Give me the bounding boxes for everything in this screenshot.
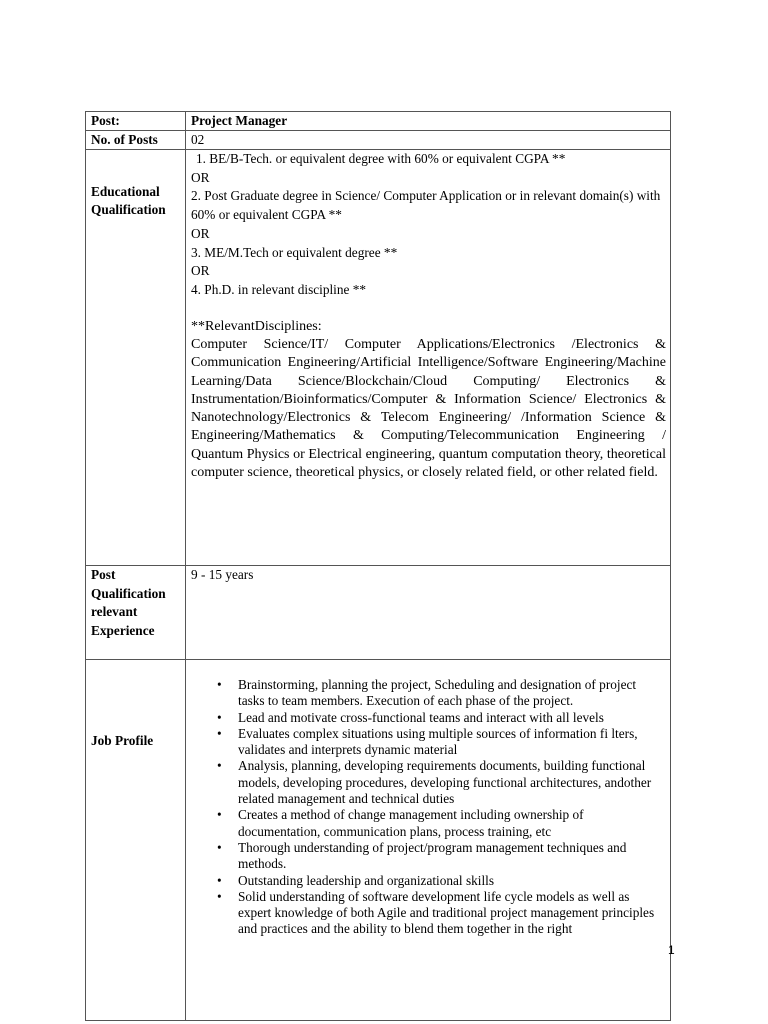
job-profile-value <box>186 660 671 1021</box>
qualification-or: OR <box>191 169 210 185</box>
row-education <box>86 150 671 566</box>
job-profile-item: • Evaluates complex situations using multiple sources of information fi lters, validates and interprets dynamic material <box>238 726 666 759</box>
job-profile-label: Job Profile <box>86 660 186 1021</box>
qualification-or: OR <box>191 225 210 241</box>
num-posts-value: 02 <box>186 131 671 150</box>
qualification-line: 1. BE/B-Tech. or equivalent degree with 60% or equivalent CGPA ** <box>196 151 566 166</box>
row-post <box>86 112 671 131</box>
experience-label: Post Qualification relevant Experience <box>86 566 186 660</box>
job-profile-item: • Solid understanding of software development life cycle models as well as expert knowledge of both Agile and traditional project management principles and practices and the ability to blend them together in the right <box>238 889 666 938</box>
post-label: Post: <box>86 112 186 131</box>
post-value: Project Manager <box>186 112 671 131</box>
job-profile-item: • Creates a method of change management including ownership of documentation, communication plans, process training, etc <box>238 807 666 840</box>
qualification-or: OR <box>191 263 210 279</box>
row-job-profile <box>86 660 671 1021</box>
job-profile-item: • Brainstorming, planning the project, Scheduling and designation of project tasks to team members. Execution of each phase of the project. <box>238 677 666 710</box>
relevant-disciplines <box>191 318 666 483</box>
row-num-posts <box>86 131 671 150</box>
experience-value: 9 - 15 years <box>186 566 671 660</box>
disciplines-text: Computer Science/IT/ Computer Applications/Electronics /Electronics & Communication Engineering/Artificial Intelligence/Software Engineering/Machine Learning/Data Science/Blockchain/Cloud Computing/ Electronics & Instrumentation/Bioinformatics/Computer & Information Science/ Electronics & Nanotechnology/Electronics & Telecom Engineering/ /Information Science & Engineering/Mathematics & Computing/Telecommunication Engineering / Quantum Physics or Electrical engineering, quantum computation theory, theoretical computer science, theoretical physics, or closely related field, or other related field. <box>191 336 666 480</box>
num-posts-label: No. of Posts <box>86 131 186 150</box>
qualification-line: 3. ME/M.Tech or equivalent degree ** <box>191 244 398 260</box>
job-profile-item: • Lead and motivate cross-functional teams and interact with all levels <box>238 710 666 726</box>
row-experience <box>86 566 671 660</box>
job-profile-item: • Analysis, planning, developing requirements documents, building functional models, developing procedures, developing functional architectures, andother related management and technical duties <box>238 758 666 807</box>
page-number: 1 <box>668 943 675 957</box>
job-profile-item: • Thorough understanding of project/program management techniques and methods. <box>238 840 666 873</box>
education-value <box>186 150 671 566</box>
disciplines-heading: **RelevantDisciplines: <box>191 318 322 334</box>
education-label: Educational Qualification <box>86 150 186 566</box>
qualification-line: 4. Ph.D. in relevant discipline ** <box>191 281 367 297</box>
job-post-table <box>85 111 671 1021</box>
qualification-line: 2. Post Graduate degree in Science/ Computer Application or in relevant domain(s) with 60% or equivalent CGPA ** <box>191 188 661 223</box>
job-profile-item: • Outstanding leadership and organizational skills <box>238 873 666 889</box>
job-profile-list <box>191 677 666 938</box>
